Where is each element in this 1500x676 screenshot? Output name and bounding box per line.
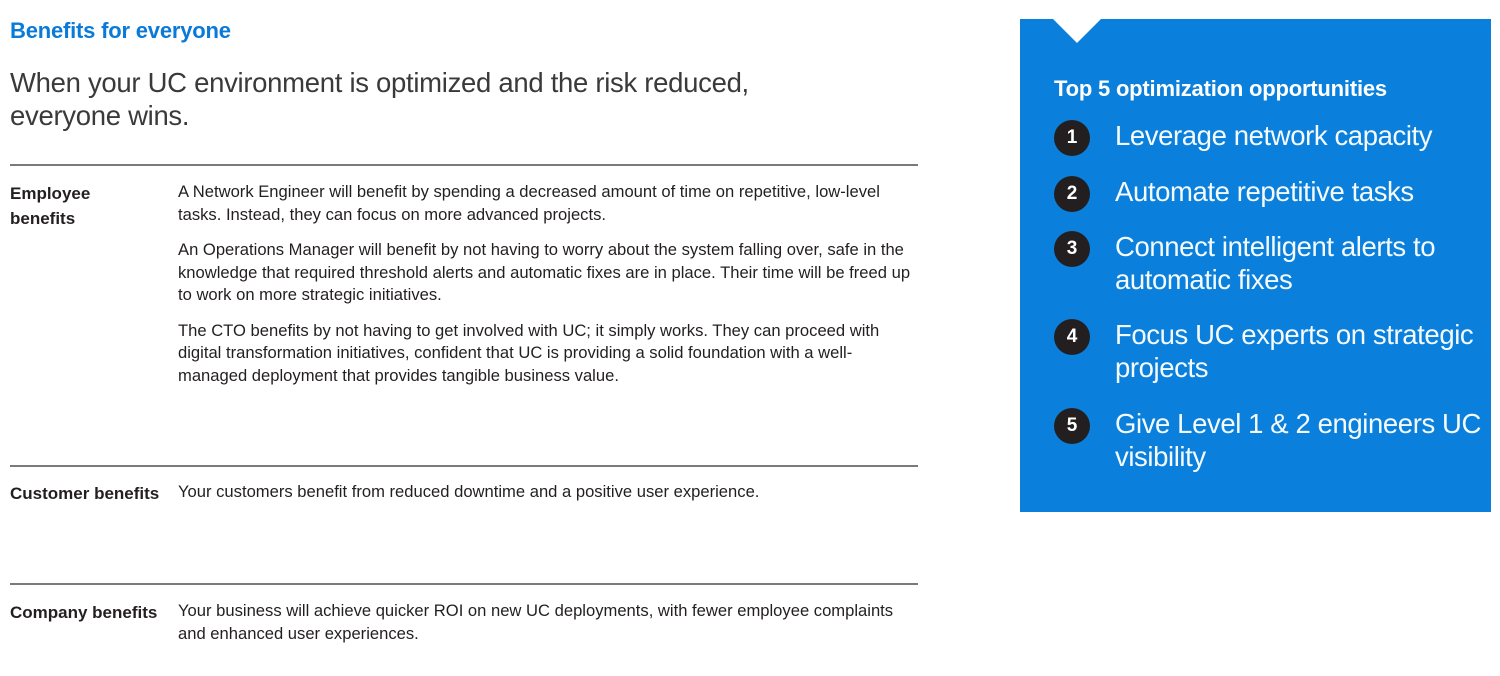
row-body — [178, 481, 913, 504]
panel-title: Top 5 optimization opportunities — [1054, 76, 1387, 101]
list-item-text: Focus UC experts on strategic projects — [1115, 319, 1474, 383]
paragraph-cto: The CTO benefits by not having to get involved with UC; it simply works. They can proceed with digital transformation initiatives, confident that UC is providing a solid foundation with a well-managed deployment that provides tangible business value. — [178, 320, 880, 385]
number-badge: 5 — [1054, 408, 1090, 444]
list-item-text: Automate repetitive tasks — [1115, 176, 1414, 207]
row-label: Company benefits — [10, 603, 158, 622]
list-item-text: Connect intelligent alerts to automatic fixes — [1115, 231, 1436, 295]
divider — [10, 465, 918, 467]
row-label: Employee benefits — [10, 184, 91, 228]
row-body — [178, 181, 913, 387]
paragraph-company: Your business will achieve quicker ROI on new UC deployments, with fewer employee complaints and enhanced user experiences. — [178, 601, 894, 643]
section-heading: Benefits for everyone — [10, 18, 231, 43]
row-body — [178, 600, 913, 645]
list-item-text: Leverage network capacity — [1115, 120, 1433, 151]
paragraph-customer: Your customers benefit from reduced downtime and a positive user experience. — [178, 482, 760, 501]
number-badge: 1 — [1054, 120, 1090, 156]
number-badge: 4 — [1054, 319, 1090, 355]
notch-decoration — [1053, 19, 1101, 43]
paragraph-operations-manager: An Operations Manager will benefit by not having to worry about the system falling over, safe in the knowledge that required threshold alerts and automatic fixes are in place. Their time will be freed up to work on more strategic initiatives. — [178, 240, 911, 304]
divider — [10, 164, 918, 166]
list-item-text: Give Level 1 & 2 engineers UC visibility — [1115, 408, 1481, 472]
number-badge: 3 — [1054, 231, 1090, 267]
divider — [10, 583, 918, 585]
row-label: Customer benefits — [10, 484, 160, 503]
paragraph-network-engineer: A Network Engineer will benefit by spending a decreased amount of time on repetitive, low-level tasks. Instead, they can focus on more advanced projects. — [178, 182, 880, 224]
lead-paragraph: When your UC environment is optimized and the risk reduced, everyone wins. — [10, 67, 749, 131]
number-badge: 2 — [1054, 176, 1090, 212]
optimization-panel — [1020, 19, 1491, 512]
